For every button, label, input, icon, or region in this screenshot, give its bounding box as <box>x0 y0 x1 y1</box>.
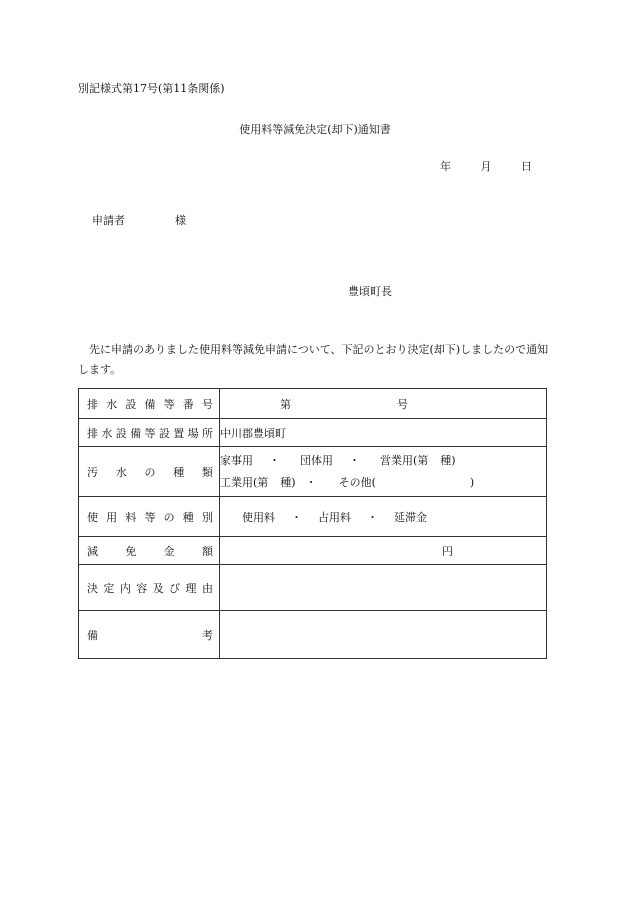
label-char: 別 <box>201 510 213 524</box>
option-usage-fee: 使用料 <box>242 510 275 524</box>
row-label-text <box>79 464 219 480</box>
label-char: 号 <box>201 397 213 411</box>
number-suffix: 号 <box>397 397 408 411</box>
form-number: 別記様式第17号(第11条関係) <box>78 82 225 95</box>
label-char: 理 <box>185 581 197 595</box>
label-char: 料 <box>125 510 137 524</box>
label-char: 内 <box>119 581 131 595</box>
row-label-text <box>79 509 219 525</box>
label-char: 排 <box>87 397 98 411</box>
label-char: 用 <box>106 510 118 524</box>
separator: ・ <box>367 510 378 524</box>
row-label-text <box>79 425 219 441</box>
separator: ・ <box>349 453 360 467</box>
label-char: 備 <box>130 426 142 440</box>
reduction-amount-cell <box>220 537 547 565</box>
table-row <box>79 565 547 611</box>
industrial-type-suffix: 種) <box>280 475 296 489</box>
label-char: 設 <box>115 426 127 440</box>
sewage-type-cell <box>220 447 547 497</box>
applicant-line <box>92 212 186 228</box>
row-label-text <box>79 580 219 596</box>
label-char: 汚 <box>87 465 98 479</box>
option-other: その他( <box>338 475 376 489</box>
table-row <box>79 537 547 565</box>
separator: ・ <box>291 510 302 524</box>
applicant-honorific: 様 <box>175 214 186 227</box>
option-industrial: 工業用(第 <box>220 475 269 489</box>
label-char: 種 <box>173 465 185 479</box>
table-row <box>79 389 547 419</box>
label-char: 考 <box>202 628 213 642</box>
label-char: 備 <box>144 397 156 411</box>
label-char: 種 <box>182 510 194 524</box>
label-char: 容 <box>136 581 148 595</box>
label-char: 備 <box>87 628 98 642</box>
label-char: 排 <box>87 426 98 440</box>
label-char: 決 <box>87 581 98 595</box>
row-label-text <box>79 627 219 643</box>
label-char: 等 <box>144 510 156 524</box>
issuer: 豊頃町長 <box>348 285 392 298</box>
row-label-text <box>79 543 219 559</box>
business-type-suffix: 種) <box>440 453 456 467</box>
details-table <box>78 388 547 659</box>
option-business: 営業用(第 <box>380 453 429 467</box>
label-char: び <box>169 581 181 595</box>
label-char: 等 <box>144 426 156 440</box>
option-occupancy-fee: 占用料 <box>318 510 351 524</box>
separator: ・ <box>269 453 280 467</box>
location-value: 中川郡豊頃町 <box>220 426 286 440</box>
document-title: 使用料等減免決定(却下)通知書 <box>239 123 391 136</box>
label-char: 番 <box>182 397 194 411</box>
label-char: 設 <box>125 397 137 411</box>
label-char: 設 <box>158 426 170 440</box>
separator: ・ <box>305 475 317 489</box>
label-char: 定 <box>103 581 115 595</box>
date-line <box>440 158 532 174</box>
date-day: 日 <box>521 160 532 173</box>
row-label <box>79 611 220 659</box>
decision-reason-cell <box>220 565 547 611</box>
label-char: 水 <box>106 397 118 411</box>
row-label <box>79 565 220 611</box>
body-text: 先に申請のありました使用料等減免申請について、下記のとおり決定(却下)しましたので通知します。 <box>78 343 549 376</box>
fee-type-cell <box>220 497 547 537</box>
option-late-fee: 延滞金 <box>394 510 427 524</box>
row-label-text <box>79 396 219 412</box>
table-row <box>79 447 547 497</box>
table-row <box>79 419 547 447</box>
row-label <box>79 389 220 419</box>
label-char: 免 <box>125 544 137 558</box>
label-char: 額 <box>201 544 213 558</box>
yen-unit: 円 <box>442 544 453 558</box>
label-char: 場 <box>187 426 199 440</box>
label-char: 由 <box>201 581 213 595</box>
date-month: 月 <box>480 160 492 173</box>
label-char: 金 <box>163 544 175 558</box>
label-char: 水 <box>115 465 127 479</box>
row-label <box>79 537 220 565</box>
option-group: 団体用 <box>300 453 333 467</box>
label-char: 所 <box>202 426 213 440</box>
label-char: 及 <box>152 581 164 595</box>
label-char: 使 <box>87 510 98 524</box>
label-char: の <box>163 510 175 524</box>
table-row <box>79 611 547 659</box>
applicant-label: 申請者 <box>92 214 125 227</box>
label-char: 等 <box>163 397 175 411</box>
label-char: 置 <box>173 426 185 440</box>
date-year: 年 <box>440 160 451 173</box>
other-close-paren: ) <box>469 475 475 489</box>
row-label <box>79 497 220 537</box>
table-row <box>79 497 547 537</box>
number-prefix: 第 <box>280 397 291 411</box>
location-cell <box>220 419 547 447</box>
label-char: 類 <box>202 465 213 479</box>
row-label <box>79 419 220 447</box>
row-label <box>79 447 220 497</box>
label-char: の <box>144 465 156 479</box>
label-char: 水 <box>101 426 113 440</box>
sewage-type-line-2 <box>220 472 546 494</box>
sewage-type-line-1 <box>220 450 546 472</box>
drain-equipment-number-cell <box>220 389 547 419</box>
label-char: 減 <box>87 544 98 558</box>
remarks-cell <box>220 611 547 659</box>
option-household: 家事用 <box>220 453 253 467</box>
